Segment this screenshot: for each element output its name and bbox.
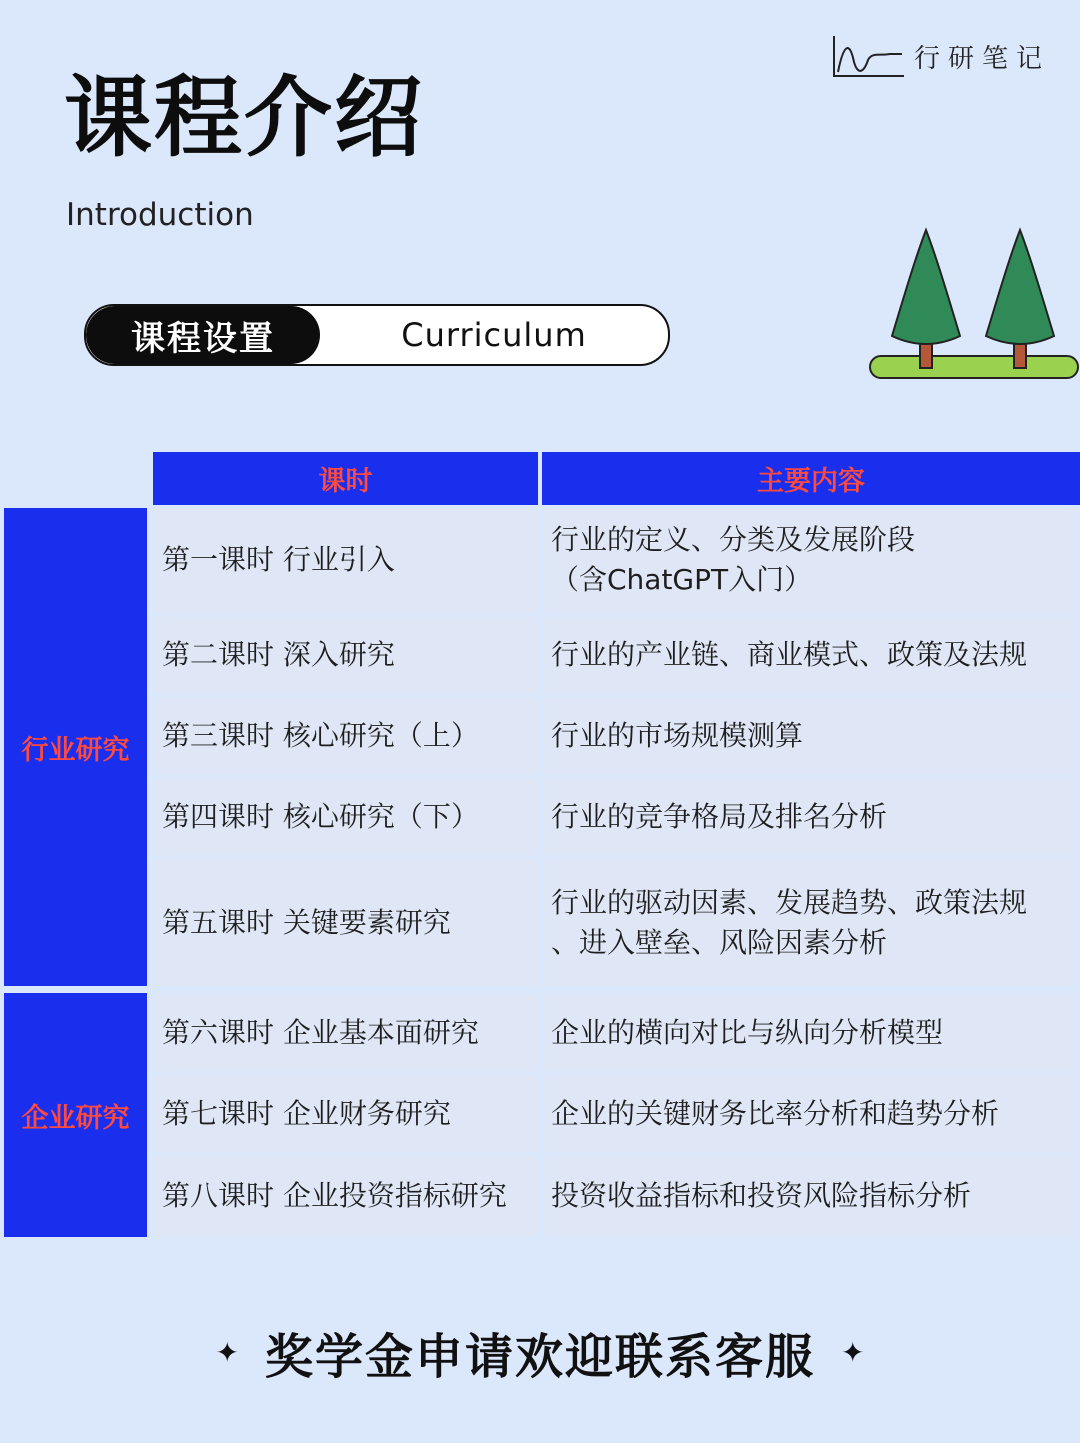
footer-banner [0,1318,1080,1387]
table-row-2-content: 行业的产业链、商业模式、政策及法规 [543,617,1076,693]
brand-logo [830,32,1060,82]
table-row-3-lesson: 第三课时 核心研究（上） [154,698,537,774]
table-row-1-content [543,508,1076,612]
page-title: 课程介绍 [64,66,425,169]
column-header-lesson: 课时 [153,452,538,505]
table-row-1-lesson: 第一课时 行业引入 [154,508,537,612]
pill-left-label: 课程设置 [86,306,320,364]
pill-right-label: Curriculum [401,316,587,354]
table-row-5-lesson: 第五课时 关键要素研究 [154,860,537,986]
sparkle-icon: ✦ [841,1336,865,1369]
content-line: 行业的驱动因素、发展趋势、政策法规 [551,886,1028,919]
trees-icon [866,226,1080,382]
table-row-4-content: 行业的竞争格局及排名分析 [543,779,1076,855]
footer-text: 奖学金申请欢迎联系客服 [264,1329,815,1385]
content-line: 行业的定义、分类及发展阶段 [551,523,916,556]
content-line: 、进入壁垒、风险因素分析 [551,926,888,959]
table-row-7-content: 企业的关键财务比率分析和趋势分析 [543,1076,1076,1152]
line-chart-icon [830,32,910,82]
table-row-8-content: 投资收益指标和投资风险指标分析 [543,1157,1076,1235]
table-row-6-content: 企业的横向对比与纵向分析模型 [543,995,1076,1071]
group-label-company: 企业研究 [4,993,147,1237]
group-label-industry: 行业研究 [4,508,147,986]
table-row-6-lesson: 第六课时 企业基本面研究 [154,995,537,1071]
brand-name: 行研笔记 [914,44,1051,74]
page-subtitle: Introduction [66,197,254,233]
column-header-content: 主要内容 [542,452,1080,505]
table-row-4-lesson: 第四课时 核心研究（下） [154,779,537,855]
table-row-7-lesson: 第七课时 企业财务研究 [154,1076,537,1152]
content-line: （含ChatGPT入门） [551,563,813,596]
table-row-2-lesson: 第二课时 深入研究 [154,617,537,693]
curriculum-pill [84,304,670,366]
table-row-5-content [543,860,1076,986]
sparkle-icon: ✦ [215,1336,239,1369]
table-row-3-content: 行业的市场规模测算 [543,698,1076,774]
table-row-8-lesson: 第八课时 企业投资指标研究 [154,1157,537,1235]
